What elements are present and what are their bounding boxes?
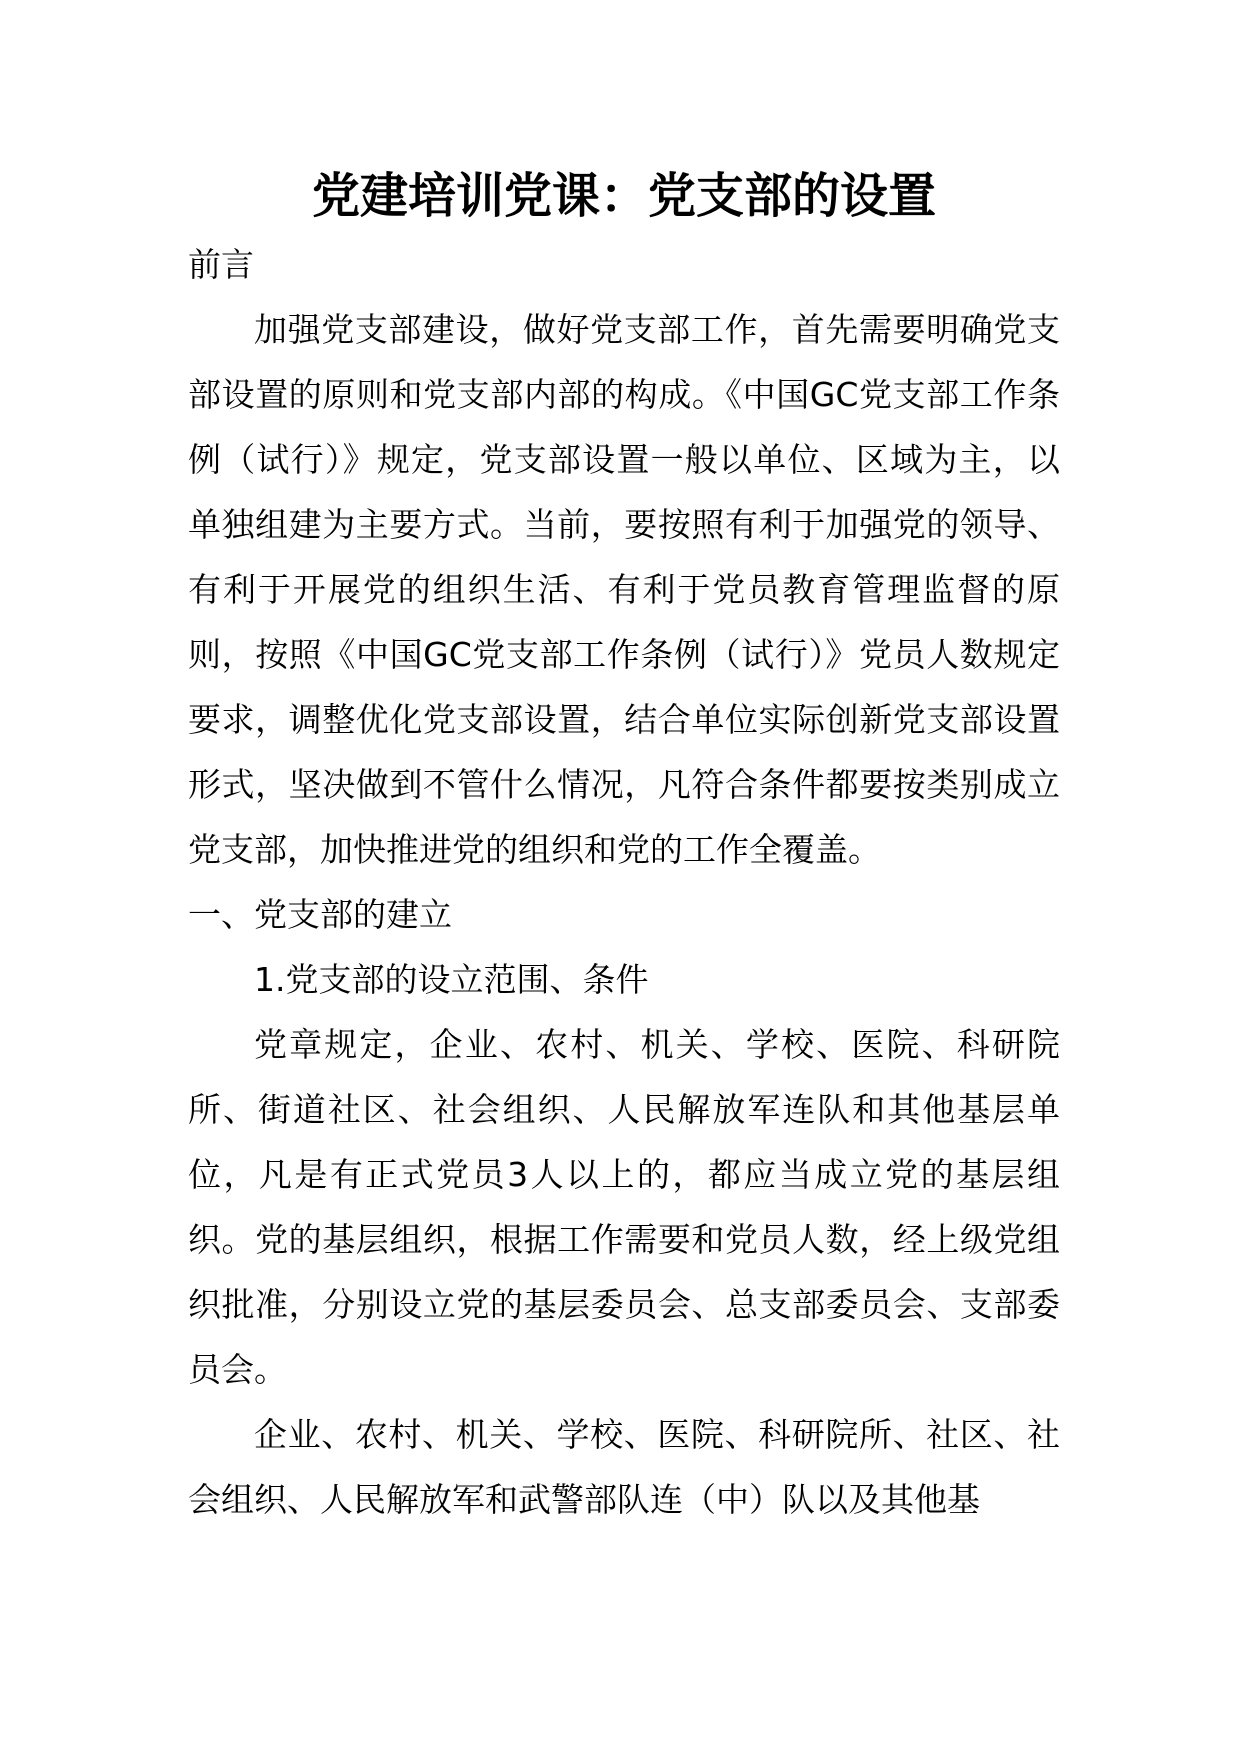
preface-label: 前言 xyxy=(188,245,254,284)
preface-paragraph: 加强党支部建设，做好党支部工作，首先需要明确党支部设置的原则和党支部内部的构成。《中国GC党支部工作条例（试行）》规定，党支部设置一般以单位、区域为主，以单独组建为主要方式。当前，要按照有利于加强党的领导、有利于开展党的组织生活、有利于党员教育管理监督的原则，按照《中国GC党支部工作条例（试行）》党员人数规定要求，调整优化党支部设置，结合单位实际创新党支部设置形式，坚决做到不管什么情况，凡符合条件都要按类别成立党支部，加快推进党的组织和党的工作全覆盖。 xyxy=(188,310,1060,869)
section-heading-1: 一、党支部的建立 xyxy=(188,895,452,934)
document-page xyxy=(188,160,1060,1720)
subsection-heading-1: 1.党支部的设立范围、条件 xyxy=(254,960,649,999)
document-title: 党建培训党课：党支部的设置 xyxy=(311,168,936,224)
body-paragraph-3: 企业、农村、机关、学校、医院、科研院所、社区、社会组织、人民解放军和武警部队连（中）队以及其他基 xyxy=(188,1415,1060,1519)
body-paragraph-2: 党章规定，企业、农村、机关、学校、医院、科研院所、街道社区、社会组织、人民解放军连队和其他基层单位，凡是有正式党员3人以上的，都应当成立党的基层组织。党的基层组织，根据工作需要和党员人数，经上级党组织批准，分别设立党的基层委员会、总支部委员会、支部委员会。 xyxy=(188,1025,1060,1389)
